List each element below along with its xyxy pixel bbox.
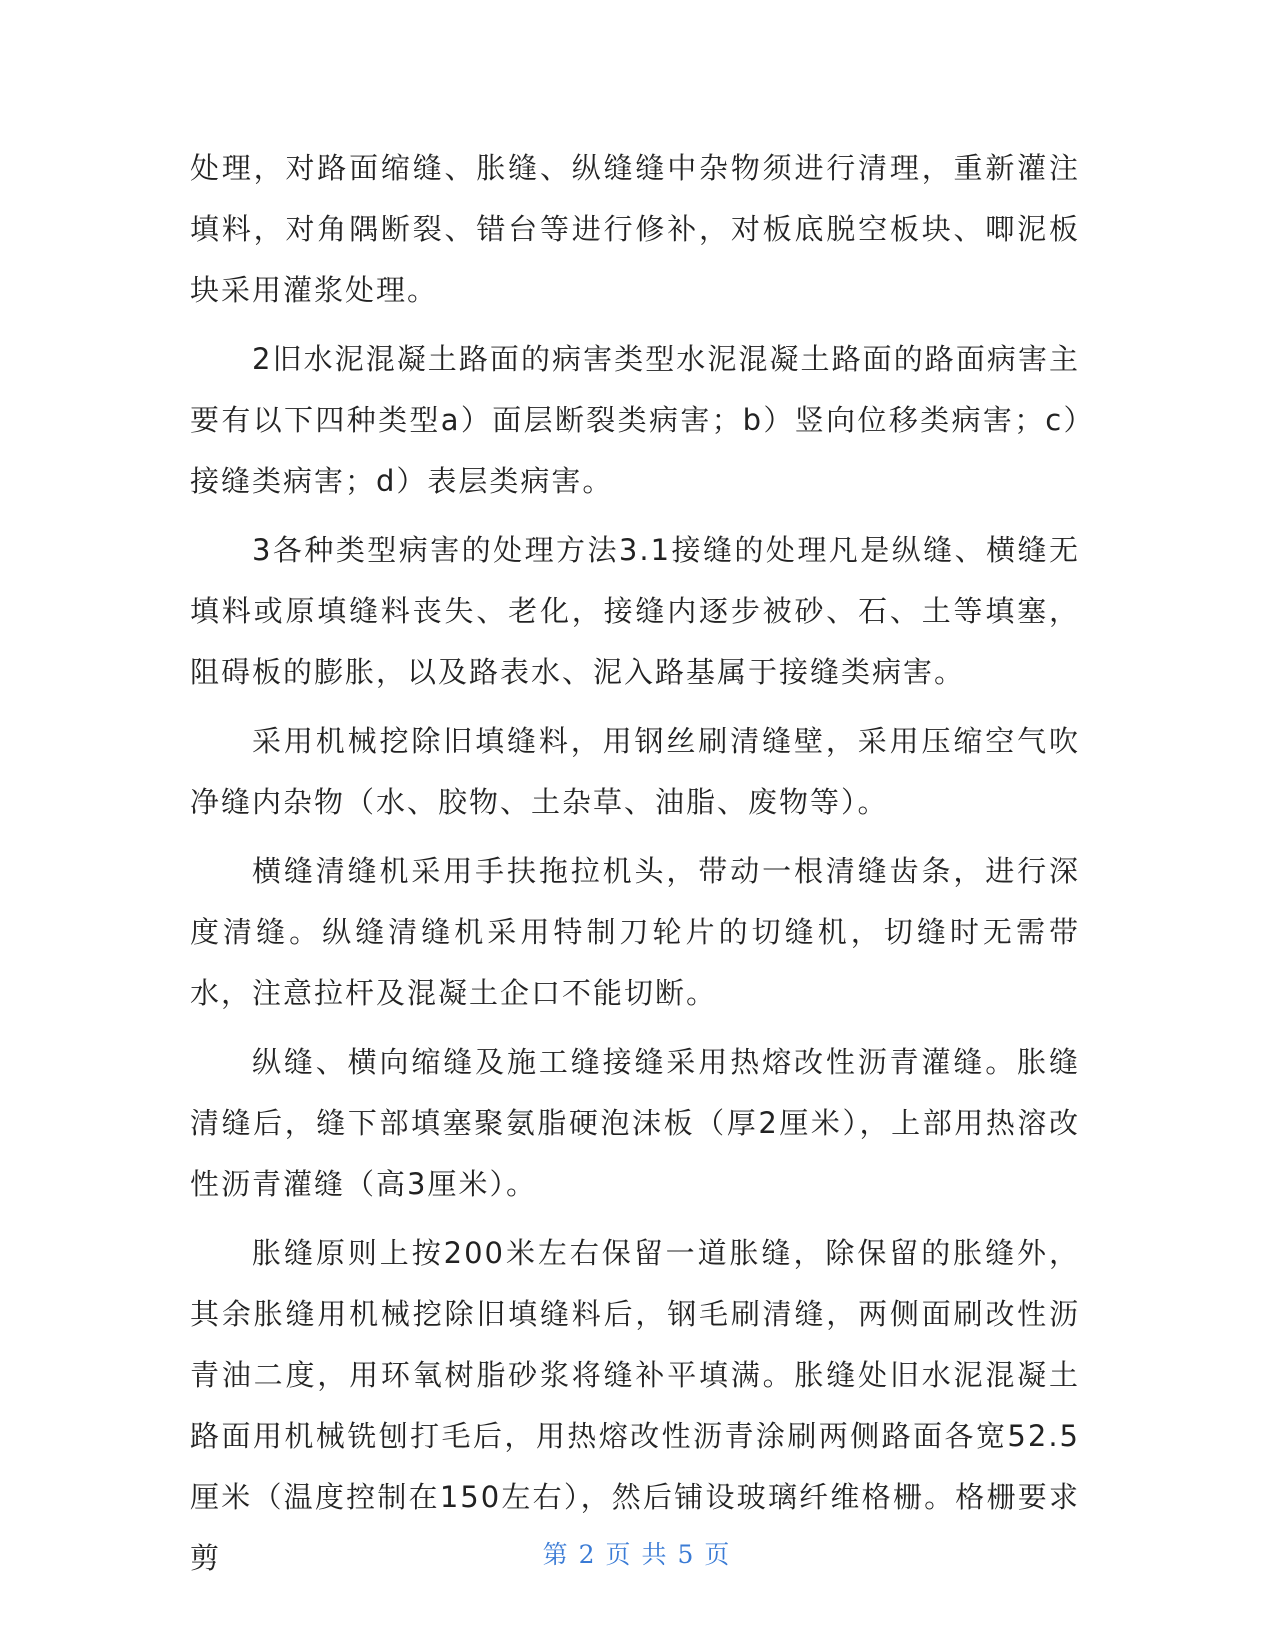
footer-label-page: 第: [542, 1540, 571, 1569]
page-number-footer: [0, 1535, 1275, 1571]
paragraph-disease-types: 2旧水泥混凝土路面的病害类型水泥混凝土路面的路面病害主要有以下四种类型a）面层断裂类病害；b）竖向位移类病害；c）接缝类病害；d）表层类病害。: [190, 342, 1080, 498]
footer-label-unit: 页: [605, 1540, 634, 1569]
paragraph-expansion-joint: 胀缝原则上按200米左右保留一道胀缝，除保留的胀缝外，其余胀缝用机械挖除旧填缝料后，钢毛刷清缝，两侧面刷改性沥青油二度，用环氧树脂砂浆将缝补平填满。胀缝处旧水泥混凝土路面用机械铣刨打毛后，用热熔改性沥青涂刷两侧路面各宽52.5厘米（温度控制在150左右），然后铺设玻璃纤维格栅。格栅要求剪: [190, 1236, 1080, 1575]
footer-total-pages: 5: [677, 1540, 697, 1569]
paragraph-remove-old-filler: 采用机械挖除旧填缝料，用钢丝刷清缝壁，采用压缩空气吹净缝内杂物（水、胶物、土杂草、油脂、废物等）。: [190, 724, 1080, 819]
footer-current-page: 2: [578, 1540, 598, 1569]
document-body: [190, 138, 1080, 1597]
paragraph-asphalt-grouting: 纵缝、横向缩缝及施工缝接缝采用热熔改性沥青灌缝。胀缝清缝后，缝下部填塞聚氨脂硬泡沫板（厚2厘米），上部用热溶改性沥青灌缝（高3厘米）。: [190, 1045, 1080, 1201]
paragraph-continuation: 处理，对路面缩缝、胀缝、纵缝缝中杂物须进行清理，重新灌注填料，对角隅断裂、错台等进行修补，对板底脱空板块、唧泥板块采用灌浆处理。: [190, 151, 1080, 307]
paragraph-treatment-methods: 3各种类型病害的处理方法3.1接缝的处理凡是纵缝、横缝无填料或原填缝料丧失、老化，接缝内逐步被砂、石、土等填塞，阻碍板的膨胀，以及路表水、泥入路基属于接缝类病害。: [190, 533, 1080, 689]
footer-label-unit-end: 页: [704, 1540, 733, 1569]
footer-label-total: 共: [641, 1540, 670, 1569]
paragraph-joint-cleaning: 横缝清缝机采用手扶拖拉机头，带动一根清缝齿条，进行深度清缝。纵缝清缝机采用特制刀轮片的切缝机，切缝时无需带水，注意拉杆及混凝土企口不能切断。: [190, 854, 1080, 1010]
